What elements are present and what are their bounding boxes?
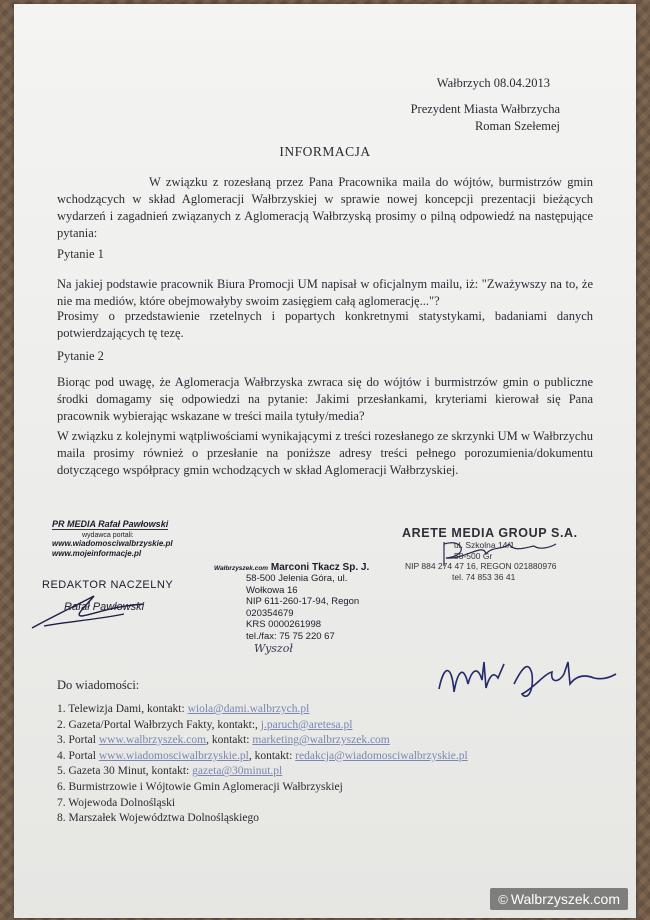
item-number: 5. <box>57 765 66 778</box>
item-text: Gazeta 30 Minut, kontakt: <box>68 765 193 778</box>
item-link[interactable]: www.wiadomosciwalbrzyskie.pl <box>98 749 249 762</box>
item-number: 8. <box>57 812 66 825</box>
item-text: Burmistrzowie i Wójtowie Gmin Aglomeracji Wałbrzyskiej <box>68 780 343 793</box>
marconi-company: Marconi Tkacz Sp. J. <box>270 562 370 573</box>
item-number: 7. <box>57 796 66 809</box>
marconi-nip: NIP 611-260-17-94, Regon 020354679 <box>246 596 360 619</box>
letter-title: INFORMACJA <box>279 144 371 159</box>
question-1-request: Prosimy o przedstawienie rzetelnych i popartych konkretnymi statystykami, badaniami danych potwierdzających tę tezę. <box>57 309 593 340</box>
distribution-item <box>57 702 468 718</box>
item-text: Gazeta/Portal Wałbrzych Fakty, kontakt:, <box>68 718 261 731</box>
arete-address-2: 58-500 Gr <box>454 550 493 561</box>
marconi-address: 58-500 Jelenia Góra, ul. Wołkowa 16 <box>246 573 348 596</box>
item-number: 6. <box>57 780 66 793</box>
marconi-heading <box>214 562 384 573</box>
item-text-after: , kontakt: <box>206 734 253 747</box>
pr-media-stamp <box>52 514 202 558</box>
copyright-icon: © <box>498 892 508 907</box>
distribution-list <box>57 702 468 827</box>
pr-media-url-2: www.mojeinformacje.pl <box>52 549 142 558</box>
item-number: 4. <box>57 749 66 762</box>
item-contact-link[interactable]: redakcja@wiadomosciwalbrzyskie.pl <box>295 749 468 762</box>
editor-name: Rafał Pawłowski <box>64 601 145 613</box>
question-1-heading: Pytanie 1 <box>57 247 104 261</box>
item-link[interactable]: j.paruch@aretesa.pl <box>260 718 353 731</box>
item-number: 1. <box>57 703 66 715</box>
distribution-item <box>57 780 468 796</box>
distribution-item <box>57 811 468 827</box>
item-number: 3. <box>57 734 66 747</box>
distribution-heading: Do wiadomości: <box>57 678 140 692</box>
distribution-item <box>57 749 468 765</box>
closing-paragraph: W związku z kolejnymi wątpliwościami wynikającymi z treści rozesłanego ze skrzynki UM w Wałbrzychu maila prosimy również o przesłanie na poniższe adresy treści pełnego porozumienia/dokumentu dotyczącego współpracy gmin wchodzących w skład Aglomeracji Wałbrzyskiej. <box>57 429 593 477</box>
item-link[interactable]: gazeta@30minut.pl <box>192 765 283 778</box>
arete-signature <box>414 532 564 572</box>
arete-address-1: ul. Szkolna 14/1 <box>454 540 515 550</box>
watermark <box>490 888 628 910</box>
arete-nip: NIP 884 274 47 16, REGON 021880976 <box>405 561 557 571</box>
editor-signature <box>24 586 174 636</box>
item-text: Portal <box>68 734 99 747</box>
arete-phone: tel. 74 853 36 41 <box>452 571 516 582</box>
marconi-handwriting: Wyszoł <box>254 642 293 655</box>
question-2-text: Biorąc pod uwagę, że Aglomeracja Wałbrzyska zwraca się do wójtów i burmistrzów gmin o publiczne środki domagamy się odpowiedzi na pytanie: Jakimi przesłankami, kryteriami kierował się Pana pracownik wybierając wskazane w treści maila tytuły/media? <box>57 375 593 423</box>
watermark-text: Walbrzyszek.com <box>510 891 620 907</box>
marconi-krs: KRS 0000261998 <box>246 619 322 630</box>
walbrzyszek-logo: Wałbrzyszek.com <box>214 565 269 572</box>
distribution-item <box>57 796 468 812</box>
arete-brand: ARETE MEDIA GROUP S.A. <box>402 526 578 540</box>
recipient-title: Prezydent Miasta Wałbrzycha <box>410 102 560 116</box>
distribution-item <box>57 718 468 734</box>
item-contact-link[interactable]: marketing@walbrzyszek.com <box>252 734 390 747</box>
item-link[interactable]: wiola@dami.walbrzych.pl <box>187 703 310 715</box>
item-text: Portal <box>68 749 99 762</box>
intro-paragraph: W związku z rozesłaną przez Pana Pracownika maila do wójtów, burmistrzów gmin wchodzących w skład Aglomeracji Wałbrzyskiej w sprawie nowej koncepcji prezentacji bieżących wydarzeń i zagadnień związanych z Aglomeracją Wałbrzyską prosimy o pilną odpowiedź na następujące pytania: <box>57 175 593 240</box>
pr-media-sub: wydawca portali: <box>82 532 134 539</box>
letter-recipient <box>411 101 560 135</box>
marconi-stamp <box>214 562 384 655</box>
question-1-text: Na jakiej podstawie pracownik Biura Promocji UM napisał w oficjalnym mailu, iż: "Zważywszy na to, że nie ma mediów, które obejmowałyby swoim zasięgiem całą aglomerację..."? <box>57 277 593 308</box>
main-signature <box>434 654 624 704</box>
item-link[interactable]: www.walbrzyszek.com <box>98 734 207 747</box>
pr-media-brand: PR MEDIA Rafał Pawłowski <box>52 519 169 529</box>
distribution-item <box>57 764 468 780</box>
distribution-item <box>57 733 468 749</box>
marconi-phone: tel./fax: 75 75 220 67 <box>246 630 335 642</box>
item-text: Wojewoda Dolnośląski <box>68 796 176 809</box>
item-number: 2. <box>57 718 66 731</box>
pr-media-url-1: www.wiadomosciwalbrzyskie.pl <box>52 539 173 548</box>
item-text: Telewizja Dami, kontakt: <box>68 703 188 715</box>
recipient-name: Roman Szełemej <box>474 119 560 133</box>
letter-date: Wałbrzych 08.04.2013 <box>436 76 550 90</box>
letter-page <box>14 4 636 918</box>
question-2-heading: Pytanie 2 <box>57 349 104 363</box>
editor-role: REDAKTOR NACZELNY <box>42 579 174 591</box>
item-text-after: , kontakt: <box>248 749 296 762</box>
item-text: Marszałek Województwa Dolnośląskiego <box>68 812 259 825</box>
